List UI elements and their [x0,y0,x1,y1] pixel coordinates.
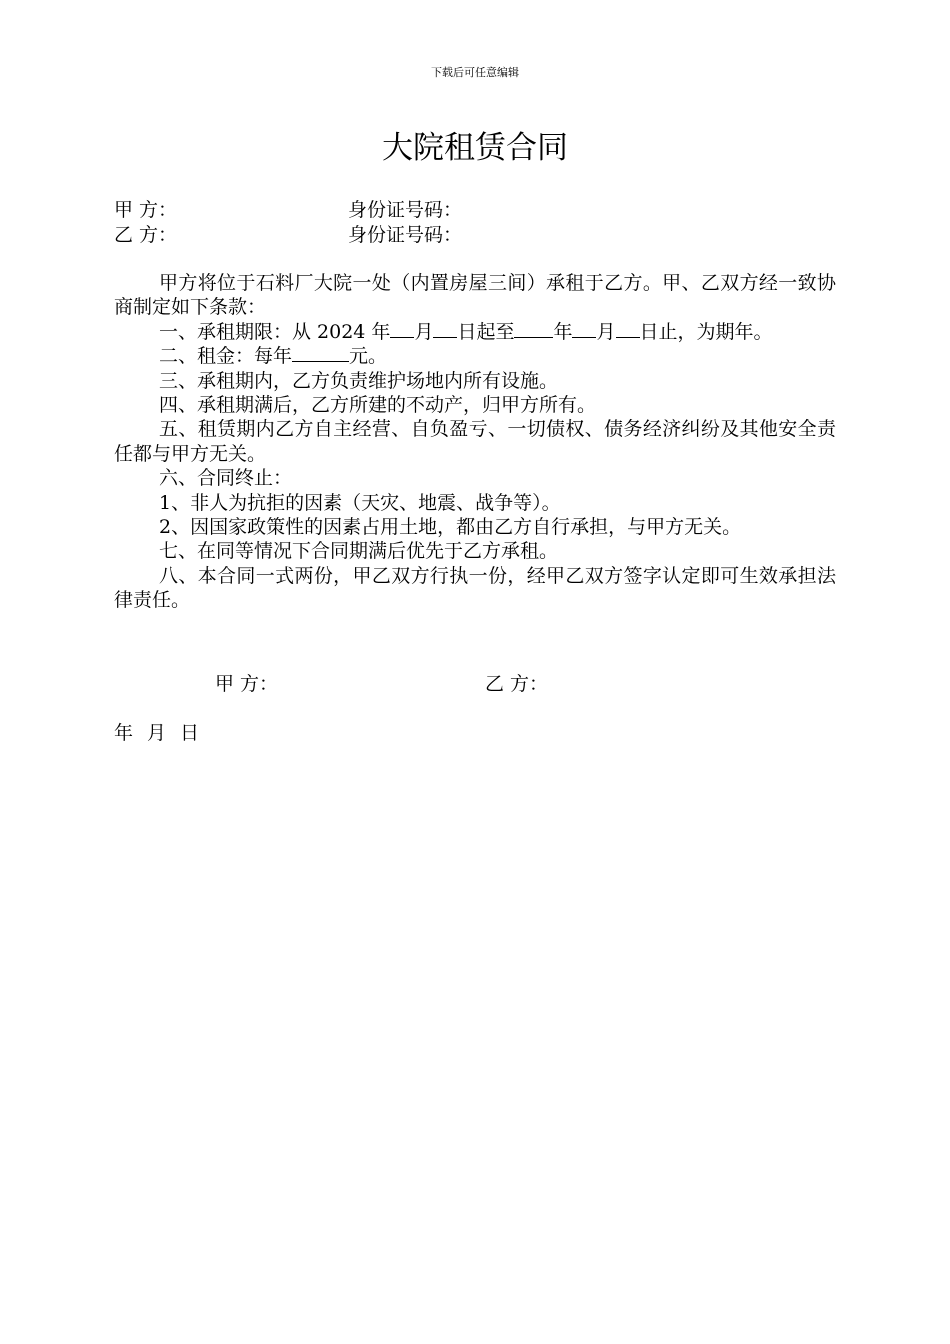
party-a-line [114,198,462,222]
blank-field [616,320,640,338]
clause-4: 四、承租期满后，乙方所建的不动产，归甲方所有。 [159,394,597,417]
header-note: 下载后可任意编辑 [431,66,519,79]
party-b-id-label: 身份证号码： [348,224,463,246]
blank-field [390,320,414,338]
party-b-line [114,223,462,247]
clause-8: 八、本合同一式两份，甲乙双方行执一份，经甲乙双方签字认定即可生效承担法律责任。 [114,564,836,612]
contract-body [114,271,836,613]
date-month: 月 [147,722,167,744]
clause-3: 三、承租期内，乙方负责维护场地内所有设施。 [159,369,559,392]
clause-6: 六、合同终止： [159,467,293,490]
date-line [114,721,213,745]
clause-6-1: 1、非人为抗拒的因素（天灾、地震、战争等）。 [159,491,561,514]
clause-intro: 甲方将位于石料厂大院一处（内置房屋三间）承租于乙方。甲、乙双方经一致协商制定如下条款： [114,272,836,319]
page-title: 大院租赁合同 [382,130,568,166]
date-year: 年 [114,722,134,744]
date-day: 日 [180,722,200,744]
clause-1: 一、承租期限：从 2024 年 月 日起至 年 月 日止，为期年。 [159,320,773,343]
signature-line [215,672,548,696]
signature-party-a: 甲 方： [215,673,279,695]
blank-field [514,320,553,338]
clause-6-2: 2、因国家政策性的因素占用土地，都由乙方自行承担，与甲方无关。 [159,516,742,539]
clause-7: 七、在同等情况下合同期满后优先于乙方承租。 [159,540,559,563]
blank-field [292,344,349,362]
blank-field [433,320,457,338]
clause-2: 二、租金：每年 元。 [159,345,388,368]
party-a-label: 甲 方： [114,199,178,221]
signature-party-b: 乙 方： [485,673,549,695]
clause-5: 五、租赁期内乙方自主经营、自负盈亏、一切债权、债务经济纠纷及其他安全责任都与甲方无关。 [114,418,836,465]
party-a-id-label: 身份证号码： [348,199,463,221]
blank-field [572,320,596,338]
party-b-label: 乙 方： [114,224,178,246]
